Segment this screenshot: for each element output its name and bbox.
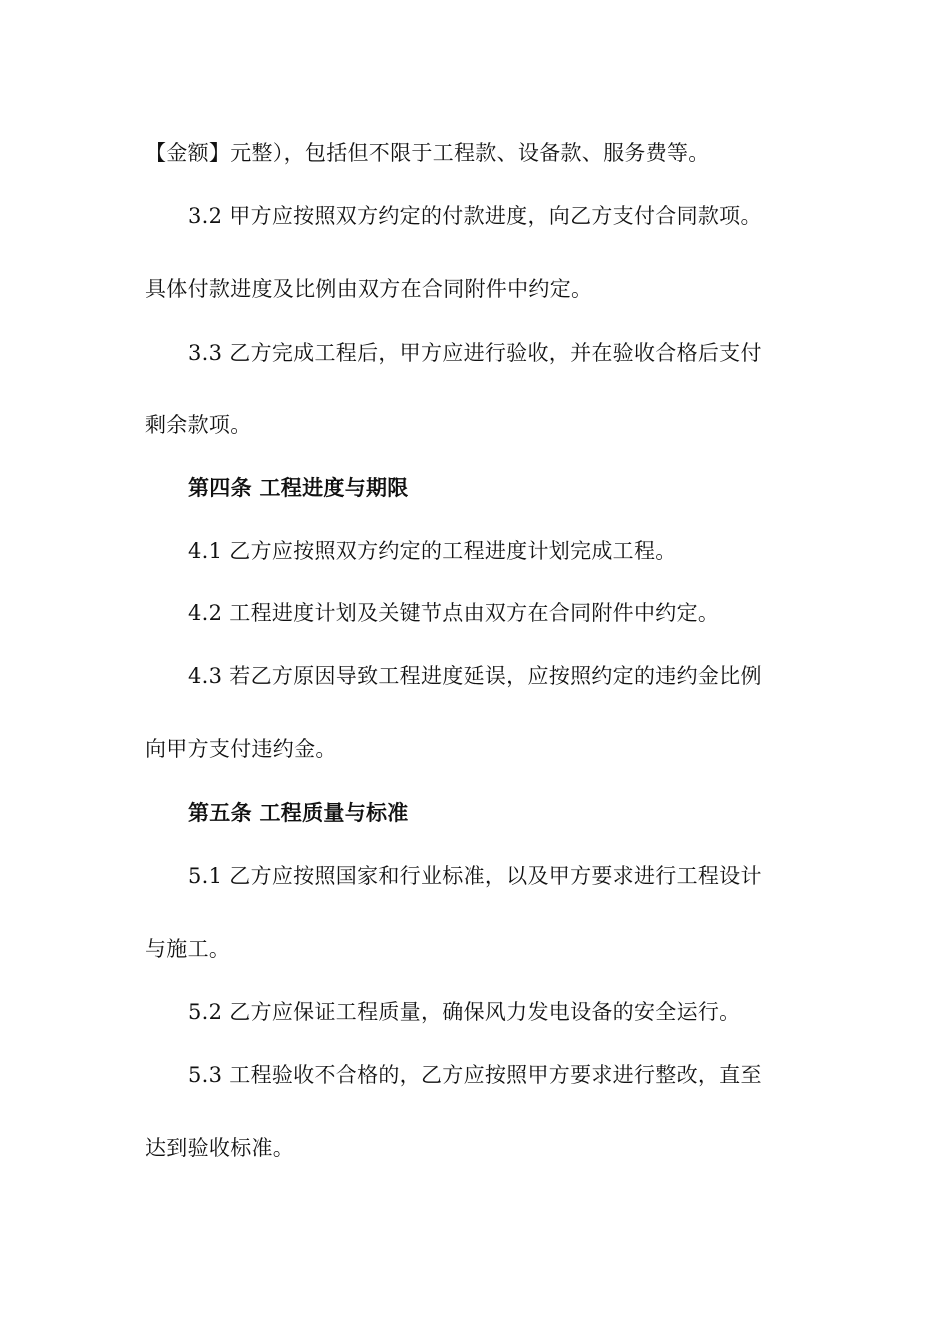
section-heading-article-5: 第五条 工程质量与标准 [188, 801, 409, 825]
clause-4-3: 4.3 若乙方原因导致工程进度延误，应按照约定的违约金比例 [188, 664, 762, 688]
clause-3-2-continuation: 具体付款进度及比例由双方在合同附件中约定。 [145, 277, 593, 301]
clause-5-3-continuation: 达到验收标准。 [145, 1136, 295, 1160]
clause-4-3-continuation: 向甲方支付违约金。 [145, 737, 337, 761]
clause-3-3: 3.3 乙方完成工程后，甲方应进行验收，并在验收合格后支付 [188, 341, 762, 365]
clause-3-3-continuation: 剩余款项。 [145, 413, 252, 437]
clause-4-2: 4.2 工程进度计划及关键节点由双方在合同附件中约定。 [188, 601, 720, 625]
section-heading-article-4: 第四条 工程进度与期限 [188, 476, 409, 500]
clause-5-3: 5.3 工程验收不合格的，乙方应按照甲方要求进行整改，直至 [188, 1063, 762, 1087]
clause-4-1: 4.1 乙方应按照双方约定的工程进度计划完成工程。 [188, 539, 677, 563]
clause-5-1: 5.1 乙方应按照国家和行业标准，以及甲方要求进行工程设计 [188, 864, 762, 888]
text-line-amount-continuation: 【金额】元整），包括但不限于工程款、设备款、服务费等。 [145, 141, 710, 165]
clause-5-2: 5.2 乙方应保证工程质量，确保风力发电设备的安全运行。 [188, 1000, 741, 1024]
clause-3-2: 3.2 甲方应按照双方约定的付款进度，向乙方支付合同款项。 [188, 204, 762, 228]
clause-5-1-continuation: 与施工。 [145, 937, 231, 961]
